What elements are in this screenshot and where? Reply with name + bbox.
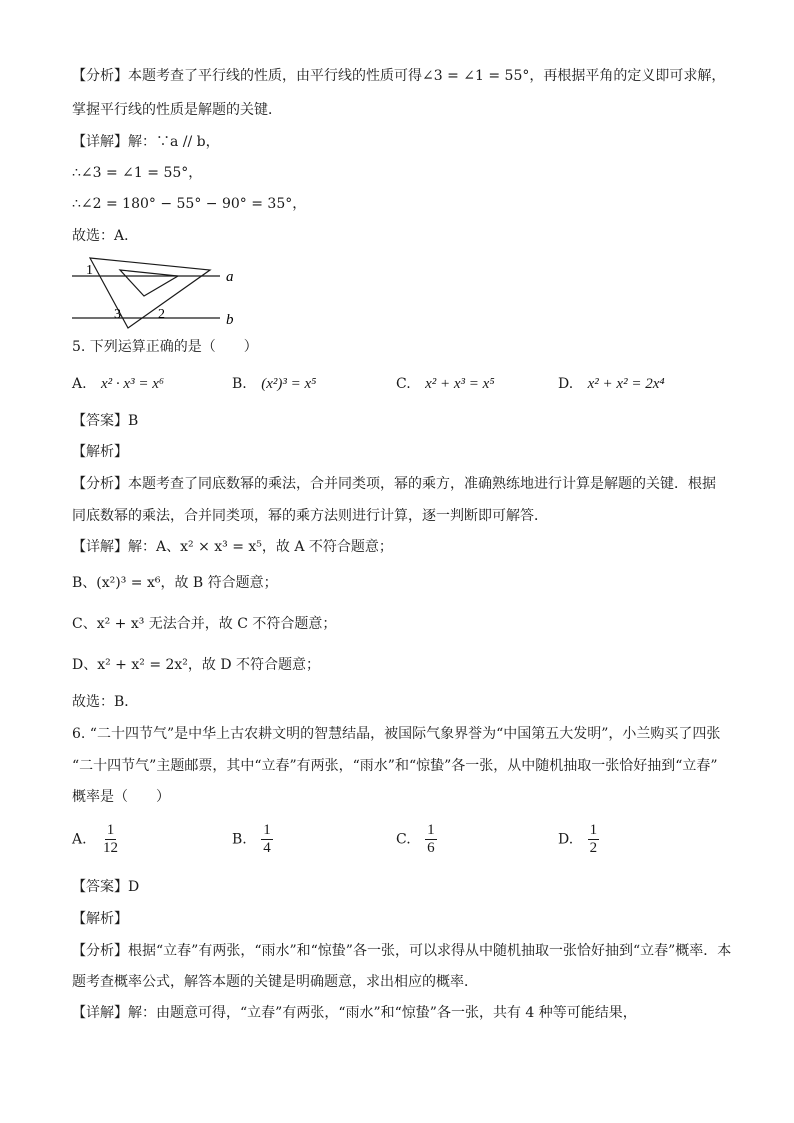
q6-option-a-fraction bbox=[101, 822, 120, 857]
q4-analysis-line-2: 掌握平行线的性质是解题的关键． bbox=[72, 102, 282, 118]
q6-detail-line-1: 【详解】解：由题意可得，“立春”有两张，“雨水”和“惊蛰”各一张，共有 4 种等可能结果， bbox=[72, 1005, 637, 1021]
q6-option-d-letter: D. bbox=[558, 831, 574, 848]
q4-detail-line-3: ∴∠2 = 180° − 55° − 90° = 35°， bbox=[72, 196, 307, 212]
q6-option-a-denominator: 12 bbox=[103, 840, 119, 856]
small-triangle bbox=[120, 270, 178, 296]
q5-option-a-expr: x² · x³ = x⁶ bbox=[101, 376, 165, 392]
q5-detail-b: B、(x²)³ = x⁶，故 B 符合题意； bbox=[72, 575, 278, 591]
q5-jiexi: 【解析】 bbox=[72, 444, 128, 460]
q6-stem-line-2: “二十四节气”主题邮票，其中“立春”有两张，“雨水”和“惊蛰”各一张，从中随机抽取一张恰好抽到“立春” bbox=[72, 758, 718, 774]
q5-stem: 5. 下列运算正确的是（ ） bbox=[72, 339, 258, 355]
q5-detail-c: C、x² + x³ 无法合并，故 C 不符合题意； bbox=[72, 616, 337, 632]
q5-option-b bbox=[232, 374, 316, 394]
q5-option-d-letter: D. bbox=[558, 376, 574, 392]
q6-stem-line-3: 概率是（ ） bbox=[72, 789, 170, 805]
line-label-b: b bbox=[226, 312, 234, 328]
q5-option-d bbox=[558, 374, 665, 394]
q6-option-b-letter: B. bbox=[232, 831, 247, 848]
q6-option-b-numerator: 1 bbox=[263, 822, 271, 838]
q5-analysis-line-2: 同底数幂的乘法，合并同类项，幂的乘方法则进行计算，逐一判断即可解答． bbox=[72, 508, 548, 524]
q5-option-c bbox=[396, 374, 495, 394]
q6-analysis-line-2: 题考查概率公式，解答本题的关键是明确题意，求出相应的概率． bbox=[72, 974, 478, 990]
q6-option-b-denominator: 4 bbox=[263, 840, 271, 856]
q6-option-c-letter: C. bbox=[396, 831, 411, 848]
line-label-a: a bbox=[226, 269, 234, 285]
q5-detail-a: 【详解】解：A、x² × x³ = x⁵，故 A 不符合题意； bbox=[72, 539, 393, 555]
angle-label-1: 1 bbox=[86, 263, 93, 278]
q6-option-d bbox=[558, 822, 599, 857]
q5-option-c-letter: C. bbox=[396, 376, 411, 392]
q5-option-c-expr: x² + x³ = x⁵ bbox=[425, 376, 495, 392]
q5-choice: 故选：B． bbox=[72, 694, 139, 710]
angle-label-2: 2 bbox=[158, 307, 165, 322]
q6-option-a-letter: A. bbox=[72, 831, 87, 848]
q5-option-a bbox=[72, 374, 164, 394]
q4-choice: 故选：A． bbox=[72, 228, 139, 244]
q6-option-a bbox=[72, 822, 120, 857]
q5-option-b-expr: (x²)³ = x⁵ bbox=[261, 376, 317, 392]
q6-option-c-numerator: 1 bbox=[427, 822, 435, 838]
q6-option-d-numerator: 1 bbox=[589, 822, 598, 838]
q6-analysis-line-1: 【分析】根据“立春”有两张，“雨水”和“惊蛰”各一张，可以求得从中随机抽取一张恰好抽到“立春”概率．本 bbox=[72, 943, 732, 959]
q5-answer: 【答案】B bbox=[72, 413, 139, 429]
q6-option-d-fraction bbox=[588, 822, 600, 857]
q6-answer: 【答案】D bbox=[72, 879, 140, 895]
q6-option-b bbox=[232, 822, 273, 857]
angle-label-3: 3 bbox=[114, 307, 121, 322]
q5-option-d-expr: x² + x² = 2x⁴ bbox=[587, 376, 665, 392]
q6-option-d-denominator: 2 bbox=[589, 840, 598, 856]
q6-option-a-numerator: 1 bbox=[106, 822, 115, 838]
q5-analysis-line-1: 【分析】本题考查了同底数幂的乘法，合并同类项，幂的乘方，准确熟练地进行计算是解题的关键．根据 bbox=[72, 476, 716, 492]
q5-option-a-letter: A. bbox=[72, 376, 87, 392]
q5-detail-d: D、x² + x² = 2x²，故 D 不符合题意； bbox=[72, 657, 321, 673]
q6-stem-line-1: 6. “二十四节气”是中华上古农耕文明的智慧结晶，被国际气象界誉为“中国第五大发明”，小兰购买了四张 bbox=[72, 726, 721, 742]
q6-option-c-denominator: 6 bbox=[427, 840, 435, 856]
q6-option-c-fraction bbox=[425, 822, 437, 857]
q6-option-c bbox=[396, 822, 437, 857]
q4-detail-line-1: 【详解】解：∵a // b， bbox=[72, 134, 220, 150]
q4-detail-line-2: ∴∠3 = ∠1 = 55°， bbox=[72, 165, 203, 181]
parallel-lines-triangle-figure bbox=[70, 252, 250, 330]
q6-option-b-fraction bbox=[261, 822, 273, 857]
q5-option-b-letter: B. bbox=[232, 376, 247, 392]
q6-jiexi: 【解析】 bbox=[72, 911, 128, 927]
q4-analysis-line-1: 【分析】本题考查了平行线的性质，由平行线的性质可得∠3 = ∠1 = 55°，再根据平角的定义即可求解， bbox=[72, 68, 726, 84]
